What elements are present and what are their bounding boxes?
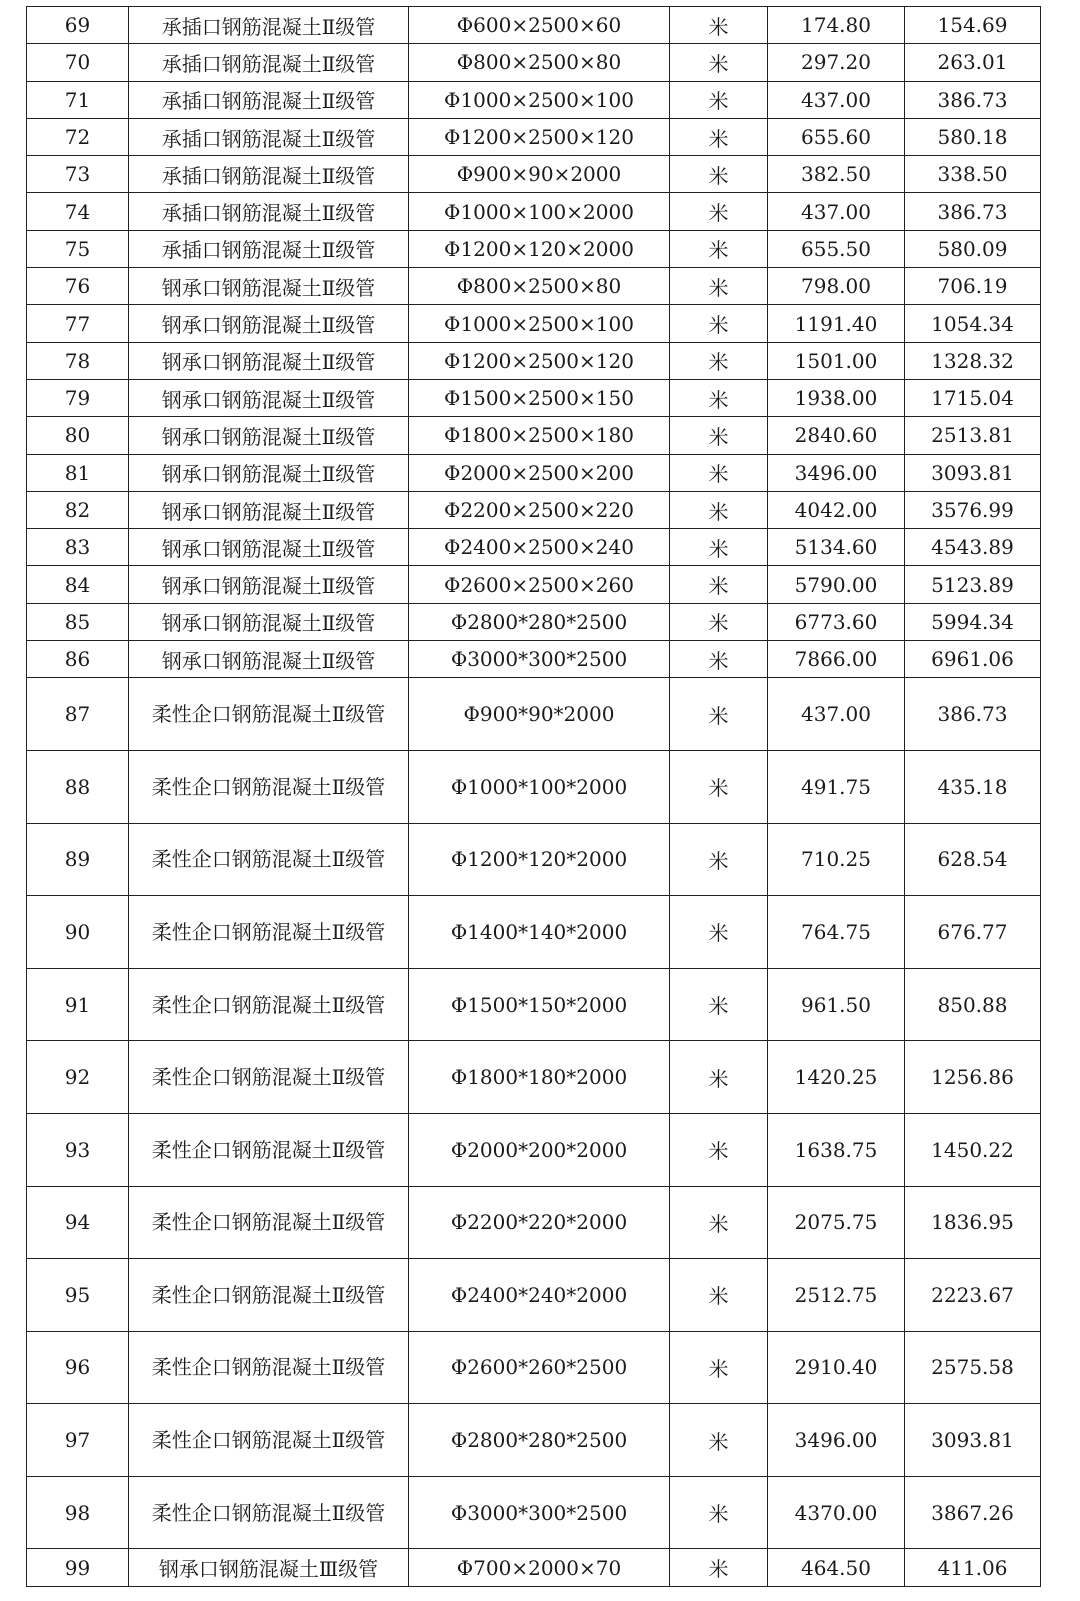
unit-cell: 米 [670, 641, 768, 678]
unit-cell: 米 [670, 193, 768, 230]
price-excl-tax-cell: 1450.22 [905, 1113, 1041, 1186]
price-excl-tax-cell: 1836.95 [905, 1186, 1041, 1259]
product-name-cell: 钢承口钢筋混凝土Ⅱ级管 [129, 566, 409, 603]
price-cell: 7866.00 [768, 641, 905, 678]
specification-cell: Φ2600×2500×260 [409, 566, 670, 603]
unit-cell: 米 [670, 118, 768, 155]
price-excl-tax-cell: 338.50 [905, 156, 1041, 193]
specification-cell: Φ1800*180*2000 [409, 1041, 670, 1114]
table-row [27, 1186, 1041, 1259]
row-number-cell: 73 [27, 156, 129, 193]
unit-cell: 米 [670, 823, 768, 896]
product-name-cell: 承插口钢筋混凝土Ⅱ级管 [129, 193, 409, 230]
product-name-cell: 钢承口钢筋混凝土Ⅱ级管 [129, 379, 409, 416]
row-number-cell: 70 [27, 44, 129, 81]
table-row [27, 1331, 1041, 1404]
table-row [27, 896, 1041, 969]
table-row [27, 7, 1041, 44]
table-row [27, 118, 1041, 155]
table-row [27, 1476, 1041, 1549]
unit-cell: 米 [670, 7, 768, 44]
product-name-cell: 钢承口钢筋混凝土Ⅱ级管 [129, 491, 409, 528]
row-number-cell: 92 [27, 1041, 129, 1114]
product-name-cell: 柔性企口钢筋混凝土Ⅱ级管 [129, 1404, 409, 1477]
unit-cell: 米 [670, 268, 768, 305]
specification-cell: Φ1000×2500×100 [409, 81, 670, 118]
row-number-cell: 98 [27, 1476, 129, 1549]
price-cell: 2910.40 [768, 1331, 905, 1404]
product-name-cell: 承插口钢筋混凝土Ⅱ级管 [129, 156, 409, 193]
product-name-cell: 柔性企口钢筋混凝土Ⅱ级管 [129, 750, 409, 823]
specification-cell: Φ1200×120×2000 [409, 230, 670, 267]
specification-cell: Φ2800*280*2500 [409, 603, 670, 640]
row-number-cell: 81 [27, 454, 129, 491]
table-row [27, 1259, 1041, 1332]
unit-cell: 米 [670, 81, 768, 118]
table-row [27, 1404, 1041, 1477]
product-name-cell: 钢承口钢筋混凝土Ⅱ级管 [129, 268, 409, 305]
specification-cell: Φ1400*140*2000 [409, 896, 670, 969]
product-name-cell: 钢承口钢筋混凝土Ⅱ级管 [129, 454, 409, 491]
price-cell: 437.00 [768, 193, 905, 230]
price-excl-tax-cell: 263.01 [905, 44, 1041, 81]
specification-cell: Φ1500×2500×150 [409, 379, 670, 416]
price-excl-tax-cell: 3093.81 [905, 454, 1041, 491]
price-cell: 710.25 [768, 823, 905, 896]
price-cell: 3496.00 [768, 454, 905, 491]
table-row [27, 491, 1041, 528]
table-row [27, 641, 1041, 678]
specification-cell: Φ1200*120*2000 [409, 823, 670, 896]
row-number-cell: 76 [27, 268, 129, 305]
product-name-cell: 钢承口钢筋混凝土Ⅲ级管 [129, 1549, 409, 1586]
row-number-cell: 71 [27, 81, 129, 118]
unit-cell: 米 [670, 1549, 768, 1586]
price-excl-tax-cell: 4543.89 [905, 529, 1041, 566]
row-number-cell: 89 [27, 823, 129, 896]
specification-cell: Φ700×2000×70 [409, 1549, 670, 1586]
price-cell: 1638.75 [768, 1113, 905, 1186]
price-cell: 437.00 [768, 81, 905, 118]
product-name-cell: 柔性企口钢筋混凝土Ⅱ级管 [129, 896, 409, 969]
row-number-cell: 80 [27, 417, 129, 454]
price-excl-tax-cell: 386.73 [905, 81, 1041, 118]
price-excl-tax-cell: 5994.34 [905, 603, 1041, 640]
price-excl-tax-cell: 386.73 [905, 678, 1041, 751]
unit-cell: 米 [670, 454, 768, 491]
specification-cell: Φ1000*100*2000 [409, 750, 670, 823]
row-number-cell: 99 [27, 1549, 129, 1586]
unit-cell: 米 [670, 1259, 768, 1332]
price-cell: 491.75 [768, 750, 905, 823]
specification-cell: Φ800×2500×80 [409, 268, 670, 305]
specification-cell: Φ1200×2500×120 [409, 342, 670, 379]
price-cell: 1191.40 [768, 305, 905, 342]
specification-cell: Φ1500*150*2000 [409, 968, 670, 1041]
price-excl-tax-cell: 1328.32 [905, 342, 1041, 379]
unit-cell: 米 [670, 491, 768, 528]
product-name-cell: 钢承口钢筋混凝土Ⅱ级管 [129, 529, 409, 566]
specification-cell: Φ900×90×2000 [409, 156, 670, 193]
price-excl-tax-cell: 3093.81 [905, 1404, 1041, 1477]
product-name-cell: 承插口钢筋混凝土Ⅱ级管 [129, 118, 409, 155]
price-excl-tax-cell: 386.73 [905, 193, 1041, 230]
specification-cell: Φ1200×2500×120 [409, 118, 670, 155]
unit-cell: 米 [670, 156, 768, 193]
price-excl-tax-cell: 676.77 [905, 896, 1041, 969]
row-number-cell: 79 [27, 379, 129, 416]
table-row [27, 379, 1041, 416]
price-excl-tax-cell: 580.18 [905, 118, 1041, 155]
product-name-cell: 承插口钢筋混凝土Ⅱ级管 [129, 44, 409, 81]
price-cell: 4370.00 [768, 1476, 905, 1549]
row-number-cell: 86 [27, 641, 129, 678]
row-number-cell: 94 [27, 1186, 129, 1259]
unit-cell: 米 [670, 896, 768, 969]
table-row [27, 81, 1041, 118]
row-number-cell: 69 [27, 7, 129, 44]
price-cell: 798.00 [768, 268, 905, 305]
price-excl-tax-cell: 3576.99 [905, 491, 1041, 528]
price-excl-tax-cell: 6961.06 [905, 641, 1041, 678]
row-number-cell: 82 [27, 491, 129, 528]
price-excl-tax-cell: 3867.26 [905, 1476, 1041, 1549]
unit-cell: 米 [670, 230, 768, 267]
unit-cell: 米 [670, 1404, 768, 1477]
specification-cell: Φ3000*300*2500 [409, 1476, 670, 1549]
product-name-cell: 钢承口钢筋混凝土Ⅱ级管 [129, 417, 409, 454]
unit-cell: 米 [670, 44, 768, 81]
product-name-cell: 承插口钢筋混凝土Ⅱ级管 [129, 230, 409, 267]
price-excl-tax-cell: 1054.34 [905, 305, 1041, 342]
unit-cell: 米 [670, 1186, 768, 1259]
price-table [26, 6, 1041, 1587]
product-name-cell: 柔性企口钢筋混凝土Ⅱ级管 [129, 678, 409, 751]
row-number-cell: 90 [27, 896, 129, 969]
table-row [27, 156, 1041, 193]
row-number-cell: 87 [27, 678, 129, 751]
table-row [27, 193, 1041, 230]
price-excl-tax-cell: 850.88 [905, 968, 1041, 1041]
price-cell: 2075.75 [768, 1186, 905, 1259]
price-cell: 437.00 [768, 678, 905, 751]
unit-cell: 米 [670, 566, 768, 603]
product-name-cell: 承插口钢筋混凝土Ⅱ级管 [129, 81, 409, 118]
product-name-cell: 钢承口钢筋混凝土Ⅱ级管 [129, 342, 409, 379]
row-number-cell: 83 [27, 529, 129, 566]
price-cell: 2840.60 [768, 417, 905, 454]
price-excl-tax-cell: 435.18 [905, 750, 1041, 823]
price-cell: 5134.60 [768, 529, 905, 566]
unit-cell: 米 [670, 603, 768, 640]
price-excl-tax-cell: 1715.04 [905, 379, 1041, 416]
unit-cell: 米 [670, 1041, 768, 1114]
row-number-cell: 84 [27, 566, 129, 603]
specification-cell: Φ2200×2500×220 [409, 491, 670, 528]
price-cell: 5790.00 [768, 566, 905, 603]
product-name-cell: 柔性企口钢筋混凝土Ⅱ级管 [129, 968, 409, 1041]
table-row [27, 44, 1041, 81]
product-name-cell: 柔性企口钢筋混凝土Ⅱ级管 [129, 1259, 409, 1332]
table-row [27, 417, 1041, 454]
price-excl-tax-cell: 2575.58 [905, 1331, 1041, 1404]
table-row [27, 529, 1041, 566]
specification-cell: Φ1000×2500×100 [409, 305, 670, 342]
product-name-cell: 钢承口钢筋混凝土Ⅱ级管 [129, 641, 409, 678]
specification-cell: Φ2400*240*2000 [409, 1259, 670, 1332]
price-excl-tax-cell: 5123.89 [905, 566, 1041, 603]
price-cell: 382.50 [768, 156, 905, 193]
product-name-cell: 承插口钢筋混凝土Ⅱ级管 [129, 7, 409, 44]
row-number-cell: 96 [27, 1331, 129, 1404]
table-row [27, 305, 1041, 342]
unit-cell: 米 [670, 1113, 768, 1186]
specification-cell: Φ3000*300*2500 [409, 641, 670, 678]
price-cell: 961.50 [768, 968, 905, 1041]
product-name-cell: 钢承口钢筋混凝土Ⅱ级管 [129, 305, 409, 342]
row-number-cell: 97 [27, 1404, 129, 1477]
product-name-cell: 柔性企口钢筋混凝土Ⅱ级管 [129, 1041, 409, 1114]
product-name-cell: 柔性企口钢筋混凝土Ⅱ级管 [129, 1476, 409, 1549]
specification-cell: Φ2000×2500×200 [409, 454, 670, 491]
row-number-cell: 93 [27, 1113, 129, 1186]
price-cell: 464.50 [768, 1549, 905, 1586]
row-number-cell: 72 [27, 118, 129, 155]
price-excl-tax-cell: 154.69 [905, 7, 1041, 44]
table-row [27, 823, 1041, 896]
unit-cell: 米 [670, 968, 768, 1041]
unit-cell: 米 [670, 417, 768, 454]
specification-cell: Φ2200*220*2000 [409, 1186, 670, 1259]
price-cell: 174.80 [768, 7, 905, 44]
unit-cell: 米 [670, 379, 768, 416]
table-row [27, 750, 1041, 823]
row-number-cell: 75 [27, 230, 129, 267]
table-row [27, 1549, 1041, 1586]
price-cell: 6773.60 [768, 603, 905, 640]
table-row [27, 342, 1041, 379]
product-name-cell: 柔性企口钢筋混凝土Ⅱ级管 [129, 1331, 409, 1404]
price-cell: 3496.00 [768, 1404, 905, 1477]
product-name-cell: 柔性企口钢筋混凝土Ⅱ级管 [129, 1113, 409, 1186]
price-table-body [27, 7, 1041, 1587]
row-number-cell: 88 [27, 750, 129, 823]
table-row [27, 968, 1041, 1041]
specification-cell: Φ900*90*2000 [409, 678, 670, 751]
specification-cell: Φ600×2500×60 [409, 7, 670, 44]
price-cell: 2512.75 [768, 1259, 905, 1332]
row-number-cell: 74 [27, 193, 129, 230]
product-name-cell: 柔性企口钢筋混凝土Ⅱ级管 [129, 823, 409, 896]
unit-cell: 米 [670, 342, 768, 379]
table-row [27, 603, 1041, 640]
specification-cell: Φ2400×2500×240 [409, 529, 670, 566]
price-cell: 1938.00 [768, 379, 905, 416]
specification-cell: Φ2800*280*2500 [409, 1404, 670, 1477]
unit-cell: 米 [670, 678, 768, 751]
price-excl-tax-cell: 580.09 [905, 230, 1041, 267]
unit-cell: 米 [670, 529, 768, 566]
table-row [27, 1113, 1041, 1186]
price-excl-tax-cell: 2513.81 [905, 417, 1041, 454]
price-excl-tax-cell: 706.19 [905, 268, 1041, 305]
price-excl-tax-cell: 2223.67 [905, 1259, 1041, 1332]
price-excl-tax-cell: 411.06 [905, 1549, 1041, 1586]
price-cell: 1501.00 [768, 342, 905, 379]
unit-cell: 米 [670, 1476, 768, 1549]
table-row [27, 678, 1041, 751]
row-number-cell: 91 [27, 968, 129, 1041]
specification-cell: Φ1800×2500×180 [409, 417, 670, 454]
row-number-cell: 85 [27, 603, 129, 640]
unit-cell: 米 [670, 750, 768, 823]
unit-cell: 米 [670, 1331, 768, 1404]
row-number-cell: 78 [27, 342, 129, 379]
table-row [27, 1041, 1041, 1114]
table-row [27, 566, 1041, 603]
price-excl-tax-cell: 628.54 [905, 823, 1041, 896]
price-excl-tax-cell: 1256.86 [905, 1041, 1041, 1114]
price-cell: 764.75 [768, 896, 905, 969]
row-number-cell: 95 [27, 1259, 129, 1332]
product-name-cell: 钢承口钢筋混凝土Ⅱ级管 [129, 603, 409, 640]
unit-cell: 米 [670, 305, 768, 342]
row-number-cell: 77 [27, 305, 129, 342]
specification-cell: Φ2600*260*2500 [409, 1331, 670, 1404]
table-row [27, 230, 1041, 267]
price-cell: 297.20 [768, 44, 905, 81]
specification-cell: Φ1000×100×2000 [409, 193, 670, 230]
price-cell: 4042.00 [768, 491, 905, 528]
price-cell: 655.50 [768, 230, 905, 267]
specification-cell: Φ2000*200*2000 [409, 1113, 670, 1186]
price-cell: 1420.25 [768, 1041, 905, 1114]
product-name-cell: 柔性企口钢筋混凝土Ⅱ级管 [129, 1186, 409, 1259]
table-row [27, 454, 1041, 491]
specification-cell: Φ800×2500×80 [409, 44, 670, 81]
price-cell: 655.60 [768, 118, 905, 155]
table-row [27, 268, 1041, 305]
